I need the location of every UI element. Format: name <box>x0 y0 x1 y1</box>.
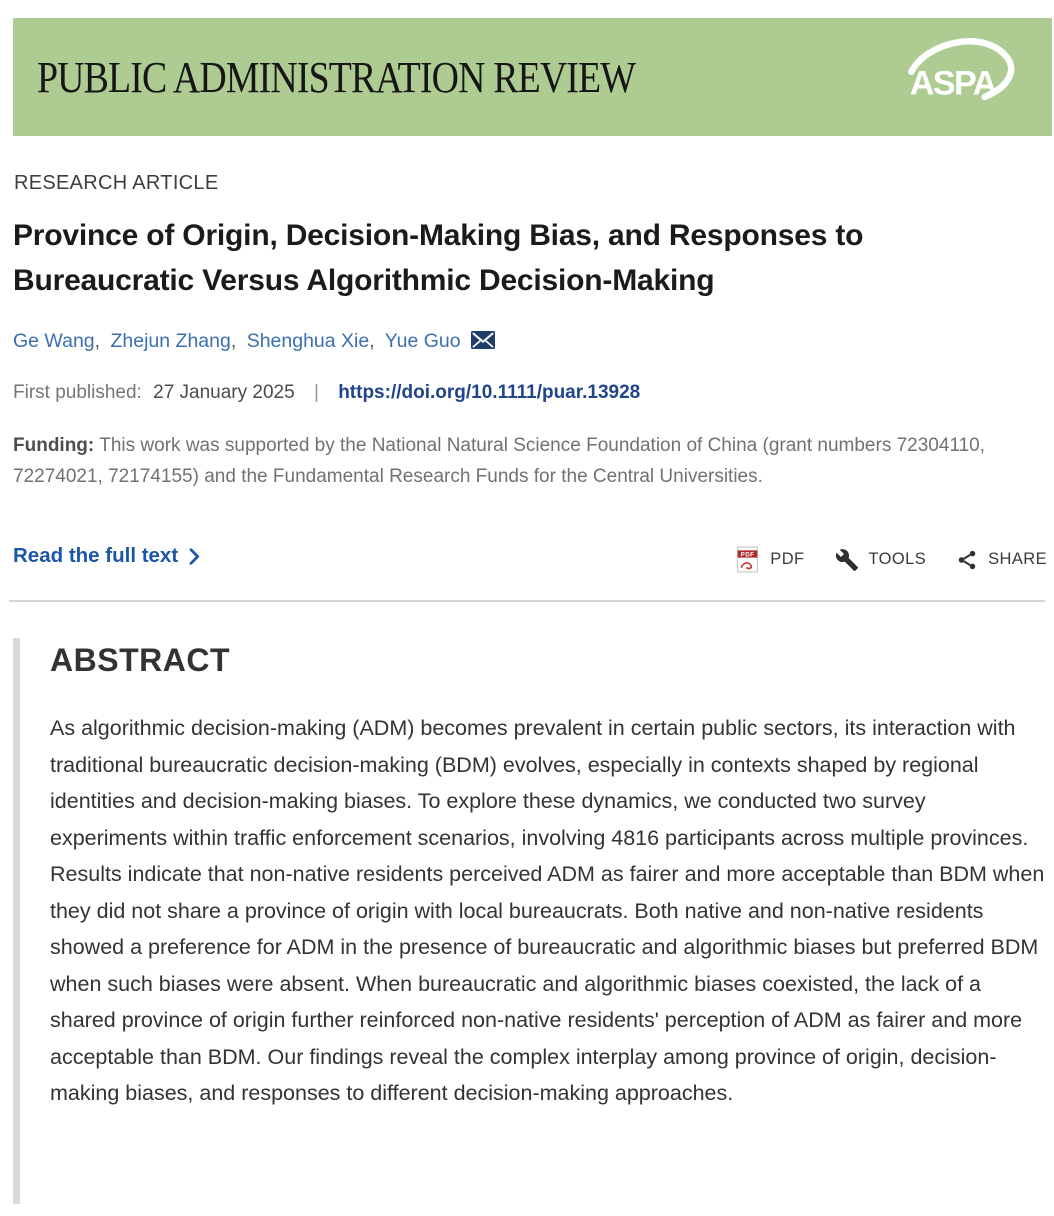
publication-info <box>13 382 640 404</box>
pdf-file-icon <box>735 546 760 573</box>
article-type-label: RESEARCH ARTICLE <box>14 172 219 194</box>
abstract-text: As algorithmic decision-making (ADM) becomes prevalent in certain public sectors, its interaction with traditional bureaucratic decision-making (BDM) evolves, especially in contexts shaped by regional identities and decision-making biases. To explore these dynamics, we conducted two survey experiments within traffic enforcement scenarios, involving 4816 participants across multiple provinces. Results indicate that non-native residents perceived ADM as fairer and more acceptable than BDM when they did not share a province of origin with local bureaucrats. Both native and non-native residents showed a preference for ADM in the presence of bureaucratic and algorithmic biases but preferred BDM when such biases were absent. When bureaucratic and algorithmic biases coexisted, the lack of a shared province of origin further reinforced non-native residents' perception of ADM as fairer and more acceptable than BDM. Our findings reveal the complex interplay among province of origin, decision-making biases, and responses to different decision-making approaches. <box>50 716 1045 1105</box>
share-button-label: SHARE <box>988 550 1047 568</box>
first-published-label: First published: <box>13 382 142 403</box>
pdf-button[interactable] <box>735 546 804 573</box>
author-link[interactable]: Yue Guo <box>384 330 461 352</box>
journal-title: PUBLIC ADMINISTRATION REVIEW <box>37 52 636 102</box>
first-published-date: 27 January 2025 <box>153 382 295 403</box>
pdf-button-label: PDF <box>770 550 805 568</box>
pipe-separator: | <box>313 382 319 403</box>
author-link[interactable]: Zhejun Zhang <box>110 330 231 352</box>
author-separator: , <box>94 330 101 352</box>
author-separator: , <box>230 330 237 352</box>
aspa-logo <box>900 34 1022 121</box>
wrench-icon <box>835 548 859 572</box>
correspondence-envelope-icon[interactable] <box>471 331 495 355</box>
author-link[interactable]: Shenghua Xie <box>246 330 370 352</box>
read-full-text-link[interactable] <box>13 544 200 568</box>
article-title: Province of Origin, Decision-Making Bias, and Responses to Bureaucratic Versus Algorithmic Decision-Making <box>13 219 864 297</box>
journal-banner <box>13 18 1052 136</box>
chevron-right-icon <box>189 548 200 565</box>
funding-label: Funding: <box>13 435 95 456</box>
funding-text: This work was supported by the National Natural Science Foundation of China (grant numbers 72304110, 72274021, 72174155) and the Fundamental Research Funds for the Central Universities. <box>13 435 986 487</box>
author-link[interactable]: Ge Wang <box>13 330 95 352</box>
author-separator: , <box>369 330 375 352</box>
author-list <box>13 330 495 355</box>
article-action-bar <box>735 546 1047 573</box>
funding-statement <box>13 431 1037 492</box>
abstract-heading: ABSTRACT <box>50 642 230 678</box>
abstract-section <box>13 638 1045 1204</box>
section-divider <box>9 600 1045 602</box>
doi-link[interactable]: https://doi.org/10.1111/puar.13928 <box>338 382 641 403</box>
tools-button-label: TOOLS <box>868 550 927 568</box>
aspa-logo-text: ASPA <box>909 64 996 103</box>
tools-button[interactable] <box>835 548 927 572</box>
svg-text:PDF: PDF <box>740 551 755 559</box>
share-icon <box>956 549 978 571</box>
share-button[interactable] <box>956 549 1047 571</box>
read-full-text-label: Read the full text <box>13 544 179 567</box>
